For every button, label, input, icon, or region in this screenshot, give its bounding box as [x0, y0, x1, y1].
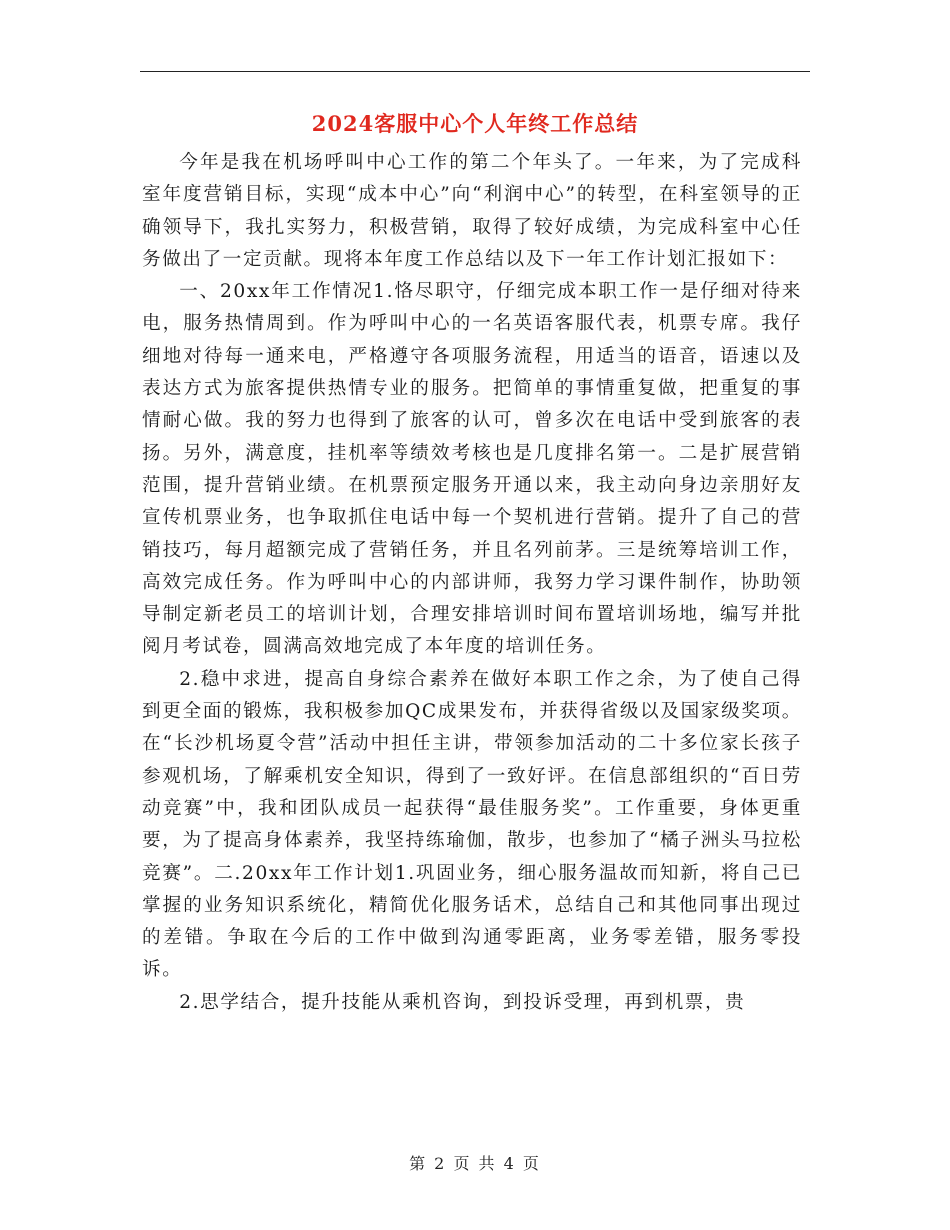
paragraph: 今年是我在机场呼叫中心工作的第二个年头了。一年来，为了完成科室年度营销目标，实现“成本中心”向“利润中心”的转型，在科室领导的正确领导下，我扎实努力，积极营销，取得了较好成绩，为完成科室中心任务做出了一定贡献。现将本年度工作总结以及下一年工作计划汇报如下：	[142, 152, 802, 270]
header-rule	[140, 71, 810, 72]
page-indicator: 第 2 页 共 4 页	[409, 1154, 541, 1173]
document-title: 2024客服中心个人年终工作总结	[311, 111, 639, 136]
paragraph: 2.稳中求进，提高自身综合素养在做好本职工作之余，为了使自己得到更全面的锻炼，我积极参加QC成果发布，并获得省级以及国家级奖项。在“长沙机场夏令营”活动中担任主讲，带领参加活动的二十多位家长孩子参观机场，了解乘机安全知识，得到了一致好评。在信息部组织的“百日劳动竞赛”中，我和团队成员一起获得“最佳服务奖”。工作重要，身体更重要，为了提高身体素养，我坚持练瑜伽，散步，也参加了“橘子洲头马拉松竞赛”。二.20xx年工作计划1.巩固业务，细心服务温故而知新，将自己已掌握的业务知识系统化，精简优化服务话术，总结自己和其他同事出现过的差错。争取在今后的工作中做到沟通零距离，业务零差错，服务零投诉。	[142, 668, 802, 981]
paragraph: 2.思学结合，提升技能从乘机咨询，到投诉受理，再到机票，贵	[179, 991, 746, 1013]
document-body	[142, 147, 802, 1019]
paragraph: 一、20xx年工作情况1.恪尽职守，仔细完成本职工作一是仔细对待来电，服务热情周到。作为呼叫中心的一名英语客服代表，机票专席。我仔细地对待每一通来电，严格遵守各项服务流程，用适当的语音，语速以及表达方式为旅客提供热情专业的服务。把简单的事情重复做，把重复的事情耐心做。我的努力也得到了旅客的认可，曾多次在电话中受到旅客的表扬。另外，满意度，挂机率等绩效考核也是几度排名第一。二是扩展营销范围，提升营销业绩。在机票预定服务开通以来，我主动向身边亲朋好友宣传机票业务，也争取抓住电话中每一个契机进行营销。提升了自己的营销技巧，每月超额完成了营销任务，并且名列前茅。三是统筹培训工作，高效完成任务。作为呼叫中心的内部讲师，我努力学习课件制作，协助领导制定新老员工的培训计划，合理安排培训时间布置培训场地，编写并批阅月考试卷，圆满高效地完成了本年度的培训任务。	[142, 281, 802, 658]
